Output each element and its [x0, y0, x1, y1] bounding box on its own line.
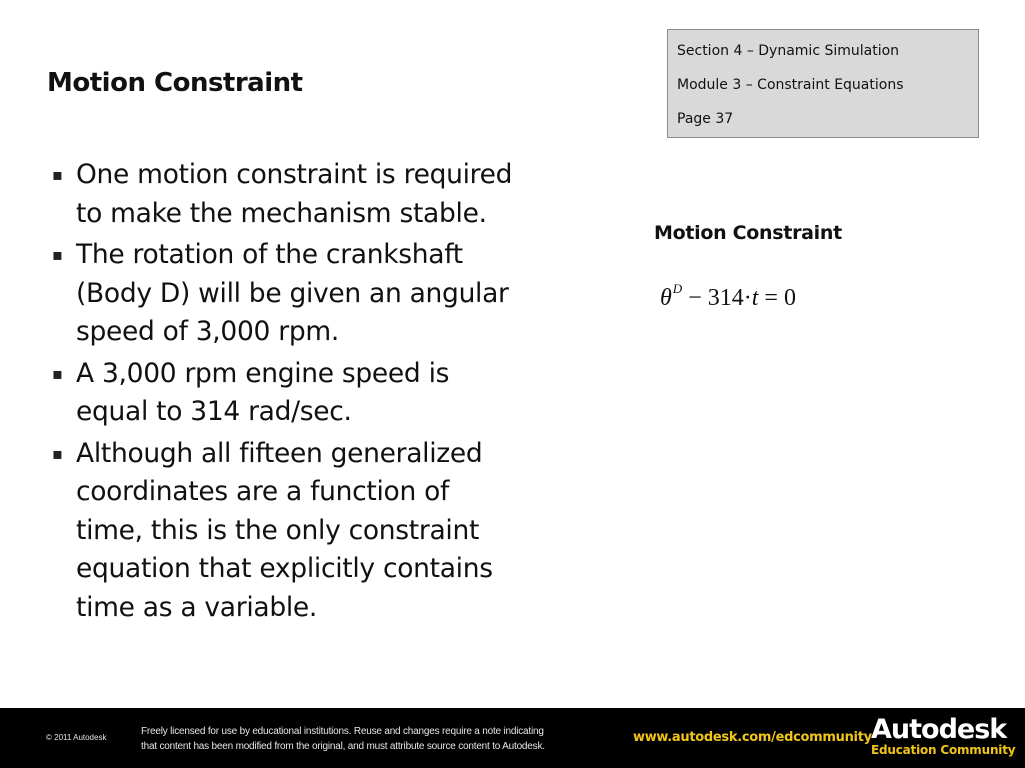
module-label: Module 3 – Constraint Equations [677, 77, 904, 93]
equation-heading: Motion Constraint [654, 222, 842, 244]
bullet-icon: ▪ [52, 165, 63, 184]
license-line: Freely licensed for use by educational institutions. Reuse and changes require a note indicating [141, 726, 544, 737]
copyright-text: © 2011 Autodesk [46, 733, 107, 742]
footer-bar [0, 708, 1025, 768]
education-community-label: Education Community [871, 743, 1016, 757]
bullet-icon: ▪ [52, 443, 63, 463]
page-label: Page 37 [677, 111, 734, 127]
equation-coefficient: 314 [707, 285, 744, 311]
autodesk-logo: Autodesk [871, 714, 1007, 745]
equation-minus: − [682, 285, 708, 311]
equation-dot: · [743, 285, 752, 311]
equation-rhs: = 0 [758, 285, 796, 311]
license-line: that content has been modified from the original, and must attribute source content to Autodesk. [141, 741, 545, 752]
slide-title: Motion Constraint [47, 68, 303, 98]
bullet-icon: ▪ [52, 245, 63, 264]
bullet-item [50, 355, 520, 432]
bullet-icon: ▪ [52, 363, 63, 383]
section-label: Section 4 – Dynamic Simulation [677, 43, 900, 59]
bullet-text: Although all fifteen generalized coordinates are a function of time, this is the only constraint equation that explicitly contains time as a variable. [76, 437, 493, 623]
bullet-text: One motion constraint is required to make the mechanism stable. [76, 159, 513, 229]
equation-superscript: D [672, 281, 683, 296]
bullet-text: A 3,000 rpm engine speed is equal to 314 rad/sec. [76, 357, 450, 427]
bullet-item [50, 236, 520, 352]
edcommunity-link[interactable]: www.autodesk.com/edcommunity [633, 730, 872, 745]
section-info-box [667, 29, 979, 138]
bullet-item [50, 435, 520, 628]
bullet-list [50, 156, 520, 630]
license-text [141, 724, 626, 754]
bullet-item [50, 156, 520, 233]
bullet-text: The rotation of the crankshaft (Body D) will be given an angular speed of 3,000 rpm. [76, 239, 509, 347]
equation-theta: θ [660, 285, 672, 311]
motion-constraint-equation [660, 281, 796, 312]
equation-variable: t [751, 285, 759, 311]
